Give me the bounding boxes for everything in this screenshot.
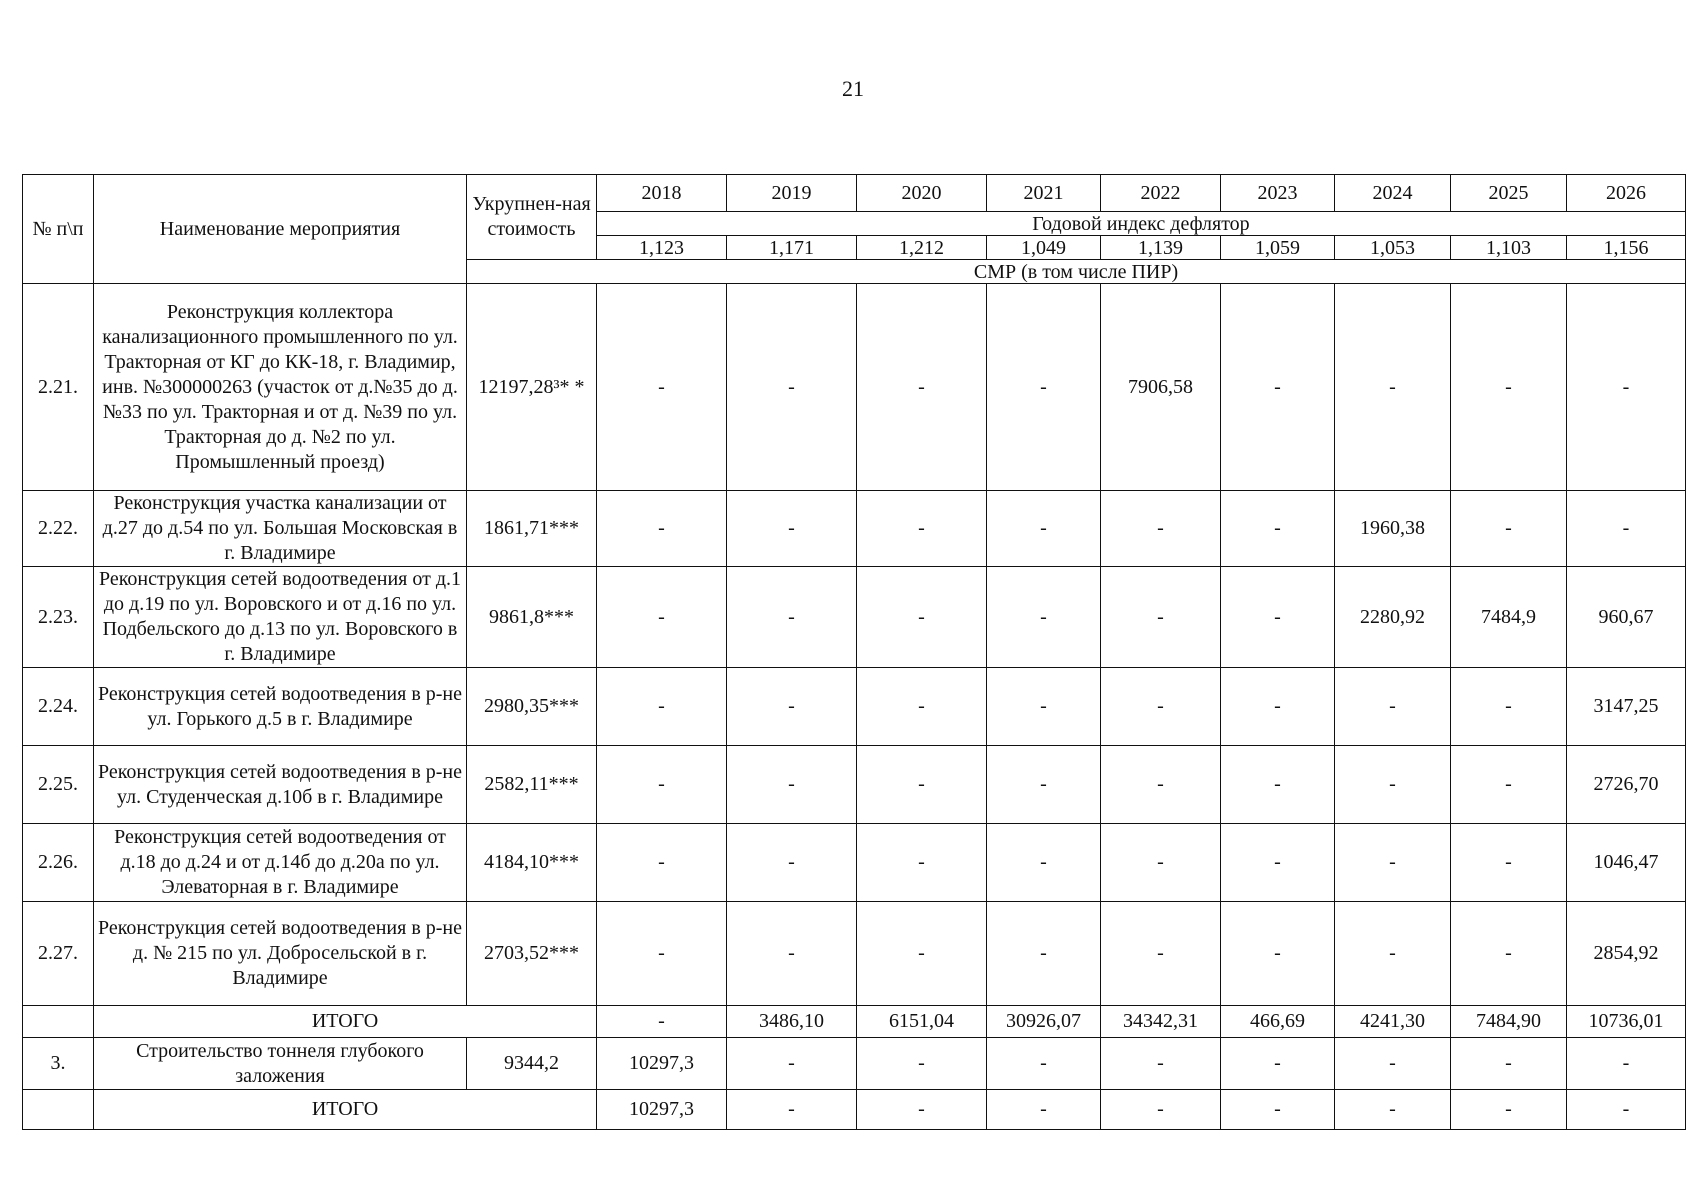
year-value: - <box>1451 902 1567 1006</box>
year-value: 2854,92 <box>1567 902 1686 1006</box>
table-row <box>23 491 1686 567</box>
total-value: 30926,07 <box>987 1006 1101 1038</box>
total-value: 7484,90 <box>1451 1006 1567 1038</box>
deflator-value: 1,059 <box>1221 236 1335 260</box>
year-value: - <box>727 491 857 567</box>
name-column-header: Наименование мероприятия <box>94 175 467 284</box>
year-value: - <box>1451 824 1567 902</box>
total-row <box>23 1006 1686 1038</box>
year-value: - <box>1101 668 1221 746</box>
year-value: - <box>1101 491 1221 567</box>
year-value: - <box>857 567 987 668</box>
year-value: - <box>987 902 1101 1006</box>
year-value: - <box>597 746 727 824</box>
row-number: 2.27. <box>23 902 94 1006</box>
year-header: 2024 <box>1335 175 1451 212</box>
year-value: - <box>987 567 1101 668</box>
year-value: - <box>1451 284 1567 491</box>
deflator-value: 1,171 <box>727 236 857 260</box>
year-value: - <box>1451 668 1567 746</box>
year-value: - <box>1335 902 1451 1006</box>
year-value: 960,67 <box>1567 567 1686 668</box>
year-value: 3147,25 <box>1567 668 1686 746</box>
table-row <box>23 567 1686 668</box>
page-number: 21 <box>842 76 864 101</box>
table-row <box>23 746 1686 824</box>
year-value: - <box>1101 1038 1221 1090</box>
year-value: - <box>1335 824 1451 902</box>
year-value: 10297,3 <box>597 1038 727 1090</box>
year-value: - <box>1101 746 1221 824</box>
deflator-value: 1,053 <box>1335 236 1451 260</box>
year-value: - <box>1567 491 1686 567</box>
year-value: 1960,38 <box>1335 491 1451 567</box>
year-value: - <box>857 284 987 491</box>
year-header: 2020 <box>857 175 987 212</box>
year-header: 2019 <box>727 175 857 212</box>
deflator-value: 1,156 <box>1567 236 1686 260</box>
deflator-title: Годовой индекс дефлятор <box>597 212 1686 236</box>
year-value: - <box>1101 902 1221 1006</box>
year-value: - <box>727 902 857 1006</box>
total-value: 6151,04 <box>857 1006 987 1038</box>
year-value: - <box>727 668 857 746</box>
year-value: - <box>987 284 1101 491</box>
empty-cell <box>23 1090 94 1130</box>
year-header: 2023 <box>1221 175 1335 212</box>
year-header: 2022 <box>1101 175 1221 212</box>
measure-name: Реконструкция сетей водоотведения в р-не ул. Студенческая д.10б в г. Владимире <box>94 746 467 824</box>
year-value: - <box>727 824 857 902</box>
year-value: - <box>857 491 987 567</box>
measure-cost: 2582,11*** <box>467 746 597 824</box>
measure-name: Реконструкция сетей водоотведения от д.18 до д.24 и от д.14б до д.20а по ул. Элеваторная в г. Владимире <box>94 824 467 902</box>
year-value: - <box>857 746 987 824</box>
year-value: - <box>727 1038 857 1090</box>
year-value: - <box>1335 668 1451 746</box>
year-value: 7906,58 <box>1101 284 1221 491</box>
year-value: 7484,9 <box>1451 567 1567 668</box>
year-value: - <box>1451 1038 1567 1090</box>
measure-cost: 9344,2 <box>467 1038 597 1090</box>
row-number: 2.26. <box>23 824 94 902</box>
year-value: - <box>1101 567 1221 668</box>
year-value: - <box>1451 746 1567 824</box>
deflator-value: 1,103 <box>1451 236 1567 260</box>
row-number: 2.23. <box>23 567 94 668</box>
num-column-header: № п\п <box>23 175 94 284</box>
row-number: 3. <box>23 1038 94 1090</box>
measure-name: Реконструкция коллектора канализационного промышленного по ул. Тракторная от КГ до КК-18, г. Владимир, инв. №300000263 (участок от д.№35 до д.№33 по ул. Тракторная и от д. №39 по ул. Тракторная до д. №2 по ул. Промышленный проезд) <box>94 284 467 491</box>
measure-cost: 9861,8*** <box>467 567 597 668</box>
table-row <box>23 284 1686 491</box>
year-value: - <box>597 668 727 746</box>
year-value: - <box>727 567 857 668</box>
year-value: - <box>987 491 1101 567</box>
year-value: 2726,70 <box>1567 746 1686 824</box>
year-header: 2021 <box>987 175 1101 212</box>
total-value: 3486,10 <box>727 1006 857 1038</box>
row-number: 2.22. <box>23 491 94 567</box>
header-row-years <box>23 175 1686 212</box>
year-value: - <box>727 284 857 491</box>
deflator-value: 1,139 <box>1101 236 1221 260</box>
year-value: - <box>857 668 987 746</box>
total-value: - <box>987 1090 1101 1130</box>
year-value: - <box>857 1038 987 1090</box>
year-value: - <box>1221 668 1335 746</box>
year-value: - <box>597 567 727 668</box>
year-value: - <box>597 284 727 491</box>
year-value: - <box>857 902 987 1006</box>
year-value: - <box>987 824 1101 902</box>
table-row <box>23 668 1686 746</box>
year-value: 2280,92 <box>1335 567 1451 668</box>
total-value: - <box>1335 1090 1451 1130</box>
year-value: - <box>1567 1038 1686 1090</box>
cost-column-header: Укрупнен-ная стоимость <box>467 175 597 260</box>
total-value: 10297,3 <box>597 1090 727 1130</box>
year-value: - <box>1221 284 1335 491</box>
measure-cost: 2980,35*** <box>467 668 597 746</box>
total-value: - <box>1101 1090 1221 1130</box>
measure-name: Реконструкция сетей водоотведения в р-не ул. Горького д.5 в г. Владимире <box>94 668 467 746</box>
year-value: - <box>1335 1038 1451 1090</box>
total-value: 4241,30 <box>1335 1006 1451 1038</box>
table-row <box>23 824 1686 902</box>
total-value: 34342,31 <box>1101 1006 1221 1038</box>
year-value: - <box>987 746 1101 824</box>
measure-name: Строительство тоннеля глубокого заложения <box>94 1038 467 1090</box>
smr-label: СМР (в том числе ПИР) <box>467 260 1686 284</box>
year-value: - <box>987 668 1101 746</box>
investment-table <box>22 174 1686 1130</box>
year-header: 2025 <box>1451 175 1567 212</box>
row-number: 2.21. <box>23 284 94 491</box>
year-value: - <box>1335 284 1451 491</box>
table-row <box>23 1038 1686 1090</box>
year-value: - <box>597 491 727 567</box>
year-value: - <box>857 824 987 902</box>
measure-name: Реконструкция участка канализации от д.27 до д.54 по ул. Большая Московская в г. Владимире <box>94 491 467 567</box>
year-value: - <box>727 746 857 824</box>
measure-cost: 2703,52*** <box>467 902 597 1006</box>
year-value: - <box>1221 567 1335 668</box>
total-label: ИТОГО <box>94 1090 597 1130</box>
empty-cell <box>23 1006 94 1038</box>
year-value: - <box>1451 491 1567 567</box>
table-row <box>23 902 1686 1006</box>
deflator-value: 1,049 <box>987 236 1101 260</box>
year-value: - <box>1221 824 1335 902</box>
total-value: - <box>727 1090 857 1130</box>
year-value: - <box>597 824 727 902</box>
year-value: - <box>1221 491 1335 567</box>
measure-name: Реконструкция сетей водоотведения в р-не д. № 215 по ул. Добросельской в г. Владимире <box>94 902 467 1006</box>
total-value: 10736,01 <box>1567 1006 1686 1038</box>
total-value: - <box>857 1090 987 1130</box>
total-value: - <box>1451 1090 1567 1130</box>
year-value: - <box>987 1038 1101 1090</box>
year-value: - <box>1567 284 1686 491</box>
measure-cost: 12197,28³* * <box>467 284 597 491</box>
deflator-value: 1,212 <box>857 236 987 260</box>
measure-cost: 1861,71*** <box>467 491 597 567</box>
row-number: 2.25. <box>23 746 94 824</box>
total-value: 466,69 <box>1221 1006 1335 1038</box>
year-value: - <box>597 902 727 1006</box>
year-value: 1046,47 <box>1567 824 1686 902</box>
measure-cost: 4184,10*** <box>467 824 597 902</box>
year-header: 2026 <box>1567 175 1686 212</box>
deflator-value: 1,123 <box>597 236 727 260</box>
year-value: - <box>1221 746 1335 824</box>
year-header: 2018 <box>597 175 727 212</box>
year-value: - <box>1335 746 1451 824</box>
total-value: - <box>597 1006 727 1038</box>
total-value: - <box>1567 1090 1686 1130</box>
total-row <box>23 1090 1686 1130</box>
year-value: - <box>1221 1038 1335 1090</box>
year-value: - <box>1101 824 1221 902</box>
total-value: - <box>1221 1090 1335 1130</box>
measure-name: Реконструкция сетей водоотведения от д.1 до д.19 по ул. Воровского и от д.16 по ул. Подбельского до д.13 по ул. Воровского в г. Владимире <box>94 567 467 668</box>
row-number: 2.24. <box>23 668 94 746</box>
year-value: - <box>1221 902 1335 1006</box>
total-label: ИТОГО <box>94 1006 597 1038</box>
